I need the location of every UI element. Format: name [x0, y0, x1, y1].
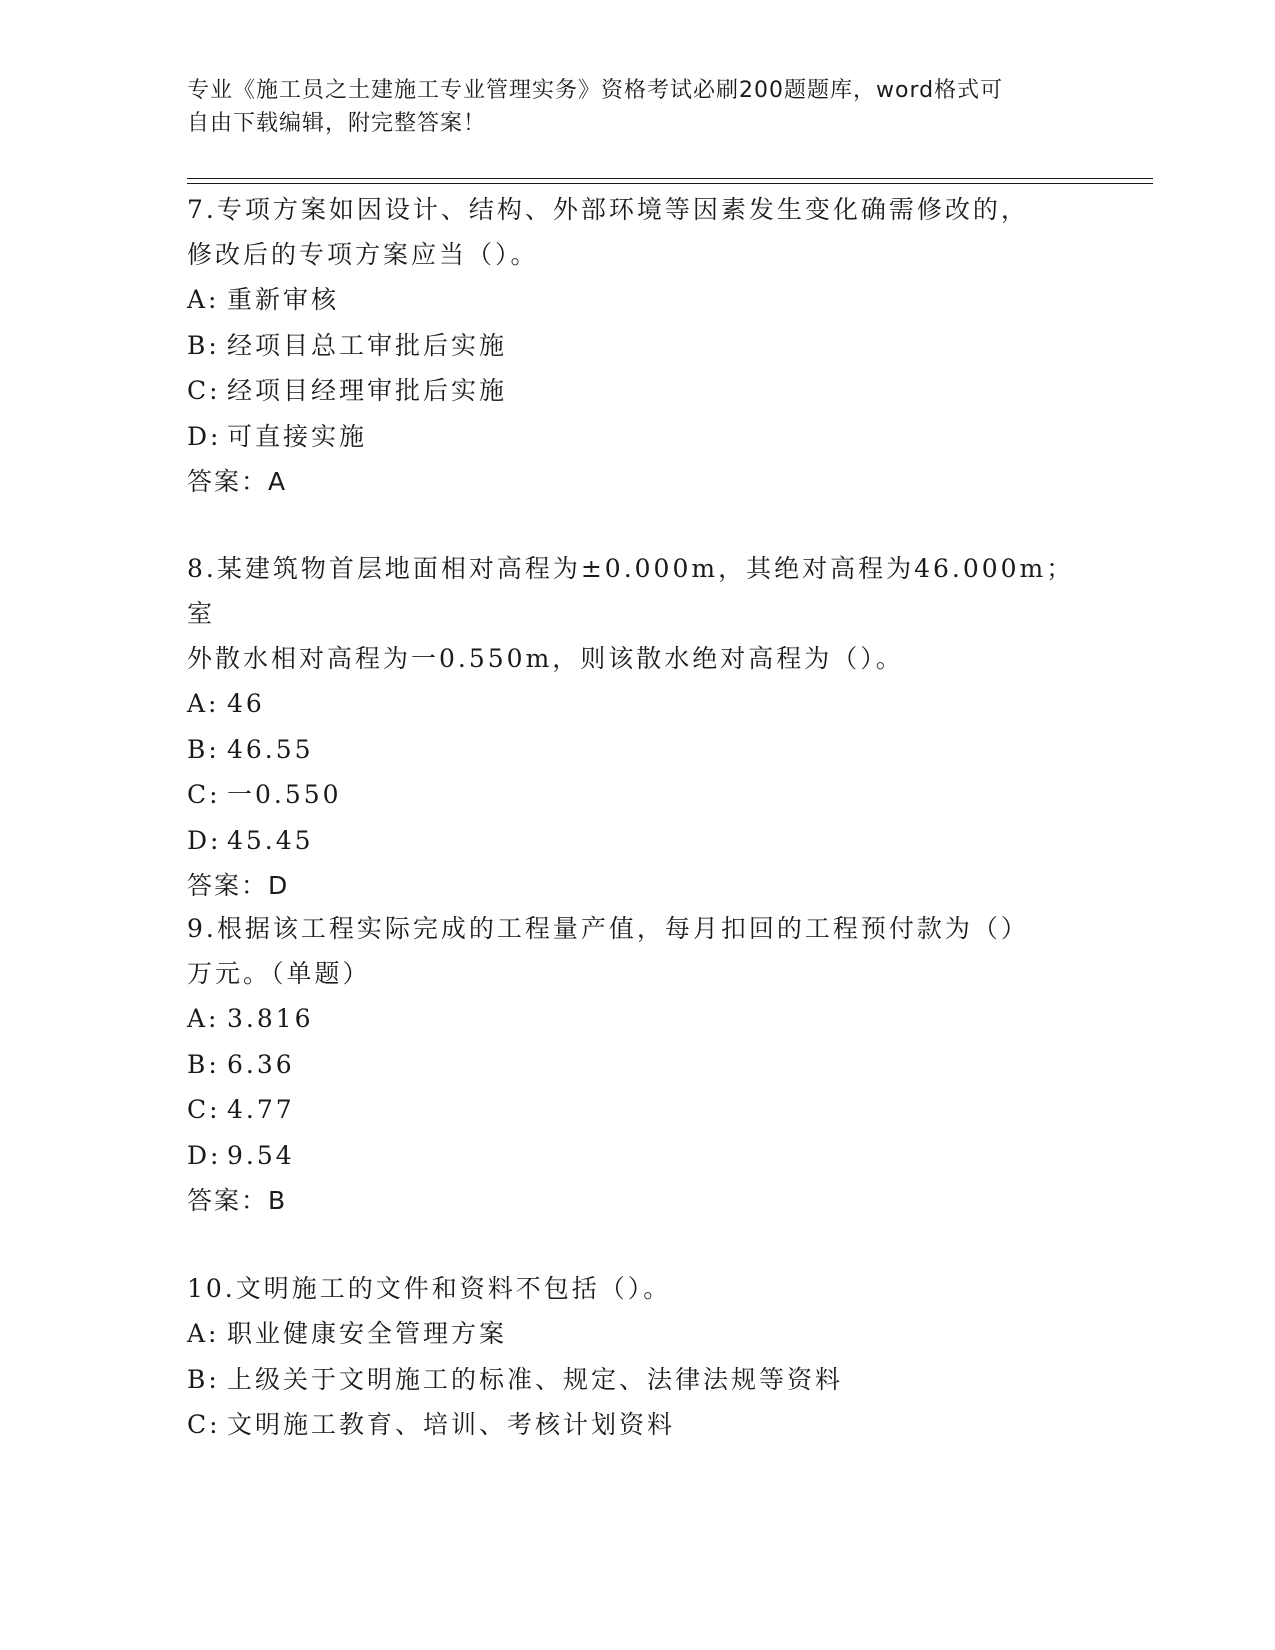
header-rule-top	[187, 178, 1153, 179]
option-key: D:	[187, 421, 222, 451]
option-key: A:	[187, 689, 220, 718]
option-d	[187, 414, 1087, 460]
option-c	[187, 1402, 1087, 1448]
option-key: B:	[187, 1049, 220, 1079]
option-key: D:	[187, 1140, 222, 1170]
option-key: C:	[187, 1095, 221, 1124]
option-b	[187, 1042, 1087, 1088]
question-9	[187, 906, 1087, 1223]
question-text-line-2: 修改后的专项方案应当（）。	[187, 240, 539, 269]
question-text-line-1: 10.文明施工的文件和资料不包括（）。	[187, 1274, 672, 1303]
option-key: C:	[187, 376, 221, 405]
option-c	[187, 772, 1087, 818]
option-a	[187, 996, 1087, 1042]
option-key: C:	[187, 1410, 221, 1439]
question-10	[187, 1266, 1087, 1448]
option-text: 上级关于文明施工的标准、规定、法律法规等资料	[227, 1364, 844, 1394]
option-text: 经项目经理审批后实施	[227, 376, 508, 405]
option-b	[187, 323, 1087, 369]
option-text: 46.55	[227, 734, 314, 764]
header-rule-bottom	[187, 183, 1153, 184]
option-key: B:	[187, 330, 220, 360]
option-c	[187, 1087, 1087, 1133]
answer-line: 答案：D	[187, 871, 290, 900]
option-text: 4.77	[227, 1095, 295, 1124]
question-text-line-1: 7.专项方案如因设计、结构、外部环境等因素发生变化确需修改的，	[187, 195, 1029, 224]
option-key: A:	[187, 1319, 220, 1348]
option-text: 经项目总工审批后实施	[227, 330, 508, 360]
option-b	[187, 727, 1087, 773]
answer-line: 答案：B	[187, 1186, 288, 1215]
option-text: 重新审核	[227, 285, 340, 314]
option-text: 3.816	[227, 1004, 314, 1033]
option-a	[187, 1311, 1087, 1357]
document-header	[187, 74, 1087, 140]
answer-line: 答案：A	[187, 467, 288, 496]
header-line-1: 专业《施工员之土建施工专业管理实务》资格考试必刷200题题库，word格式可	[187, 78, 1004, 103]
option-text: 职业健康安全管理方案	[227, 1319, 508, 1348]
header-line-2: 自由下载编辑，附完整答案！	[187, 111, 487, 136]
question-text-line-1: 9.根据该工程实际完成的工程量产值，每月扣回的工程预付款为（）	[187, 914, 1029, 943]
option-text: 45.45	[227, 825, 314, 855]
option-text: 一0.550	[227, 780, 342, 809]
question-8	[187, 546, 1087, 908]
option-text: 9.54	[227, 1140, 295, 1170]
option-key: D:	[187, 825, 222, 855]
option-key: B:	[187, 734, 220, 764]
option-b	[187, 1357, 1087, 1403]
option-text: 可直接实施	[227, 421, 368, 451]
question-text-line-1: 8.某建筑物首层地面相对高程为±0.000m，其绝对高程为46.000m；室	[187, 554, 1075, 628]
option-key: A:	[187, 1004, 220, 1033]
option-key: C:	[187, 780, 221, 809]
option-d	[187, 818, 1087, 864]
option-c	[187, 368, 1087, 414]
option-text: 6.36	[227, 1049, 295, 1079]
question-text-line-2: 外散水相对高程为一0.550m，则该散水绝对高程为（）。	[187, 644, 904, 673]
option-a	[187, 277, 1087, 323]
option-key: B:	[187, 1364, 220, 1394]
option-text: 46	[227, 689, 265, 718]
question-text-line-2: 万元。（单题）	[187, 959, 371, 988]
option-key: A:	[187, 285, 220, 314]
question-7	[187, 187, 1087, 504]
option-a	[187, 681, 1087, 727]
option-d	[187, 1133, 1087, 1179]
option-text: 文明施工教育、培训、考核计划资料	[227, 1410, 676, 1439]
